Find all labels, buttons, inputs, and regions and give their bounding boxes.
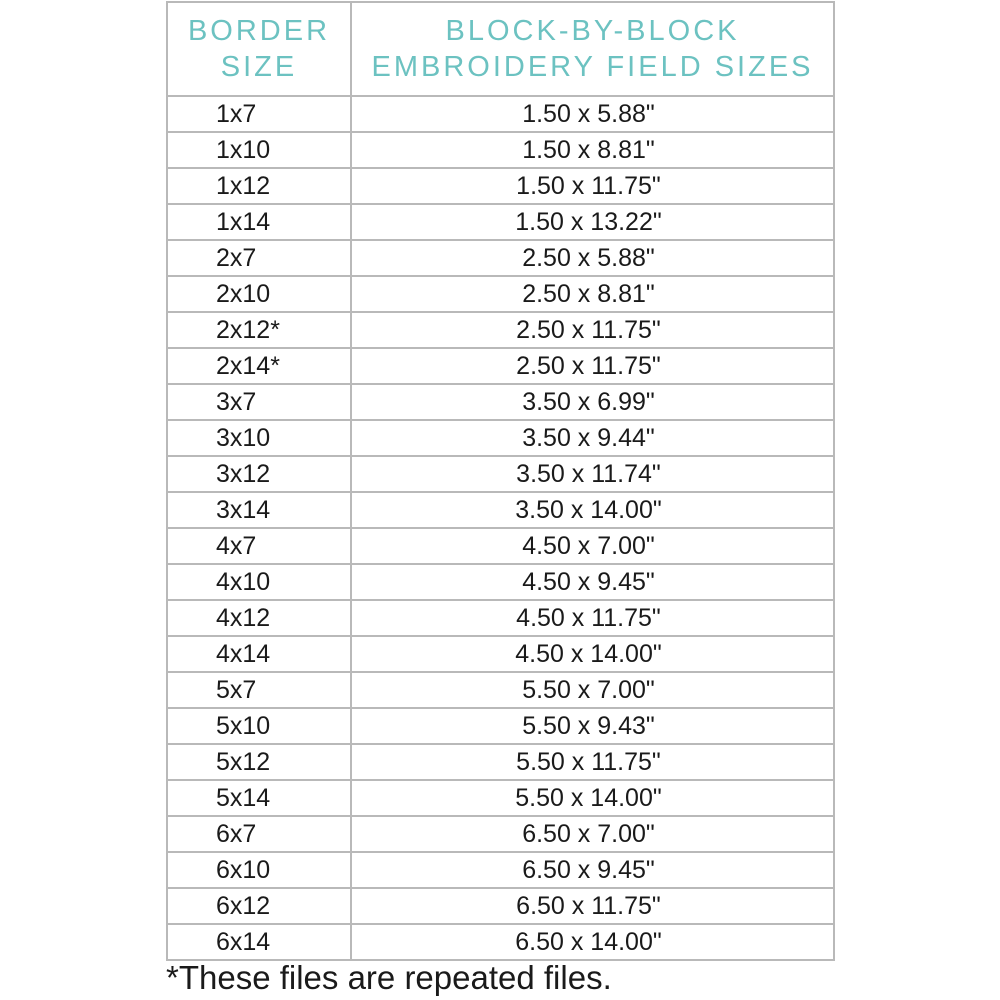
border-size-cell: 2x14* [167,348,351,384]
field-sizes-table [166,1,835,961]
table-row [167,924,834,960]
table-row [167,564,834,600]
table-body [167,96,834,960]
table-row [167,600,834,636]
field-size-cell: 3.50 x 9.44" [351,420,834,456]
border-size-cell: 5x10 [167,708,351,744]
table-row [167,276,834,312]
field-size-cell: 5.50 x 14.00" [351,780,834,816]
table-row [167,168,834,204]
border-size-cell: 6x12 [167,888,351,924]
table-row [167,672,834,708]
field-size-cell: 2.50 x 11.75" [351,348,834,384]
footnote: *These files are repeated files. [166,959,612,996]
field-size-cell: 5.50 x 11.75" [351,744,834,780]
table-row [167,348,834,384]
table-row [167,780,834,816]
field-size-cell: 5.50 x 9.43" [351,708,834,744]
border-size-header [167,2,351,96]
field-size-cell: 1.50 x 8.81" [351,132,834,168]
border-size-cell: 3x14 [167,492,351,528]
field-size-cell: 2.50 x 5.88" [351,240,834,276]
table-header [167,2,834,96]
border-size-header-line1: BORDER [187,15,331,47]
table-row [167,492,834,528]
field-size-cell: 5.50 x 7.00" [351,672,834,708]
border-size-cell: 6x10 [167,852,351,888]
table-row [167,852,834,888]
table-row [167,456,834,492]
field-size-cell: 1.50 x 11.75" [351,168,834,204]
border-size-cell: 1x10 [167,132,351,168]
field-size-cell: 4.50 x 9.45" [351,564,834,600]
border-size-cell: 4x14 [167,636,351,672]
border-size-cell: 3x12 [167,456,351,492]
field-size-cell: 1.50 x 13.22" [351,204,834,240]
table-row [167,888,834,924]
border-size-cell: 2x7 [167,240,351,276]
field-size-cell: 6.50 x 7.00" [351,816,834,852]
field-size-cell: 6.50 x 9.45" [351,852,834,888]
table-row [167,708,834,744]
table-row [167,240,834,276]
border-size-cell: 6x7 [167,816,351,852]
table-row [167,312,834,348]
field-size-cell: 6.50 x 11.75" [351,888,834,924]
field-size-cell: 2.50 x 11.75" [351,312,834,348]
border-size-cell: 1x14 [167,204,351,240]
field-size-cell: 4.50 x 14.00" [351,636,834,672]
table-row [167,528,834,564]
field-size-cell: 3.50 x 14.00" [351,492,834,528]
field-sizes-header [351,2,834,96]
field-size-cell: 3.50 x 11.74" [351,456,834,492]
border-size-cell: 4x7 [167,528,351,564]
table-row [167,384,834,420]
border-size-cell: 5x14 [167,780,351,816]
border-size-cell: 5x7 [167,672,351,708]
border-size-cell: 2x10 [167,276,351,312]
field-sizes-header-line1: BLOCK-BY-BLOCK [445,15,740,47]
table-row [167,816,834,852]
field-size-cell: 1.50 x 5.88" [351,96,834,132]
border-size-cell: 4x10 [167,564,351,600]
border-size-cell: 3x10 [167,420,351,456]
table-row [167,96,834,132]
field-sizes-table-container [166,1,833,961]
border-size-cell: 1x12 [167,168,351,204]
border-size-cell: 5x12 [167,744,351,780]
border-size-cell: 1x7 [167,96,351,132]
table-row [167,204,834,240]
border-size-cell: 6x14 [167,924,351,960]
table-row [167,420,834,456]
field-size-cell: 3.50 x 6.99" [351,384,834,420]
table-row [167,744,834,780]
header-row [167,2,834,96]
border-size-cell: 4x12 [167,600,351,636]
field-size-cell: 4.50 x 7.00" [351,528,834,564]
border-size-cell: 2x12* [167,312,351,348]
table-row [167,132,834,168]
field-size-cell: 4.50 x 11.75" [351,600,834,636]
table-row [167,636,834,672]
border-size-header-line2: SIZE [220,51,298,83]
field-size-cell: 2.50 x 8.81" [351,276,834,312]
border-size-cell: 3x7 [167,384,351,420]
field-size-cell: 6.50 x 14.00" [351,924,834,960]
field-sizes-header-line2: EMBROIDERY FIELD SIZES [371,51,814,83]
